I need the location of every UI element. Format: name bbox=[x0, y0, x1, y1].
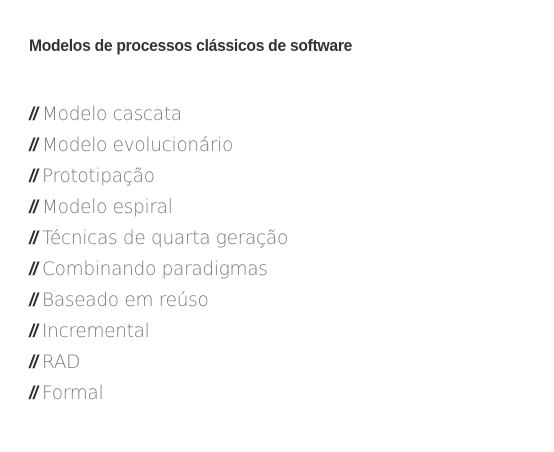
list-item bbox=[29, 316, 554, 347]
list-item bbox=[29, 99, 554, 130]
list-item bbox=[29, 161, 554, 192]
list-item-label: Modelo espiral bbox=[42, 197, 173, 218]
list-item-label: Baseado em reúso bbox=[42, 290, 209, 311]
section-heading: Modelos de processos clássicos de software bbox=[29, 36, 353, 55]
process-model-list bbox=[29, 99, 554, 409]
slash-marker: // bbox=[29, 259, 38, 279]
list-item bbox=[29, 130, 554, 161]
slash-marker: // bbox=[29, 383, 38, 403]
list-item-label: Modelo evolucionário bbox=[42, 135, 234, 156]
list-item-label: Incremental bbox=[42, 321, 150, 342]
list-item-label: RAD bbox=[42, 352, 81, 373]
slash-marker: // bbox=[29, 290, 38, 310]
list-item-label: Formal bbox=[42, 383, 104, 404]
list-item bbox=[29, 285, 554, 316]
slash-marker: // bbox=[29, 321, 38, 341]
list-item-label: Prototipação bbox=[42, 166, 155, 187]
slash-marker: // bbox=[29, 104, 38, 124]
content-section bbox=[29, 34, 554, 409]
list-item-label: Modelo cascata bbox=[42, 104, 182, 125]
slash-marker: // bbox=[29, 352, 38, 372]
slash-marker: // bbox=[29, 197, 38, 217]
list-item bbox=[29, 347, 554, 378]
slash-marker: // bbox=[29, 166, 38, 186]
list-item-label: Combinando paradigmas bbox=[42, 259, 268, 280]
list-item bbox=[29, 378, 554, 409]
list-item bbox=[29, 192, 554, 223]
slash-marker: // bbox=[29, 135, 38, 155]
list-item bbox=[29, 223, 554, 254]
slash-marker: // bbox=[29, 228, 38, 248]
list-item bbox=[29, 254, 554, 285]
list-item-label: Técnicas de quarta geração bbox=[42, 228, 288, 249]
